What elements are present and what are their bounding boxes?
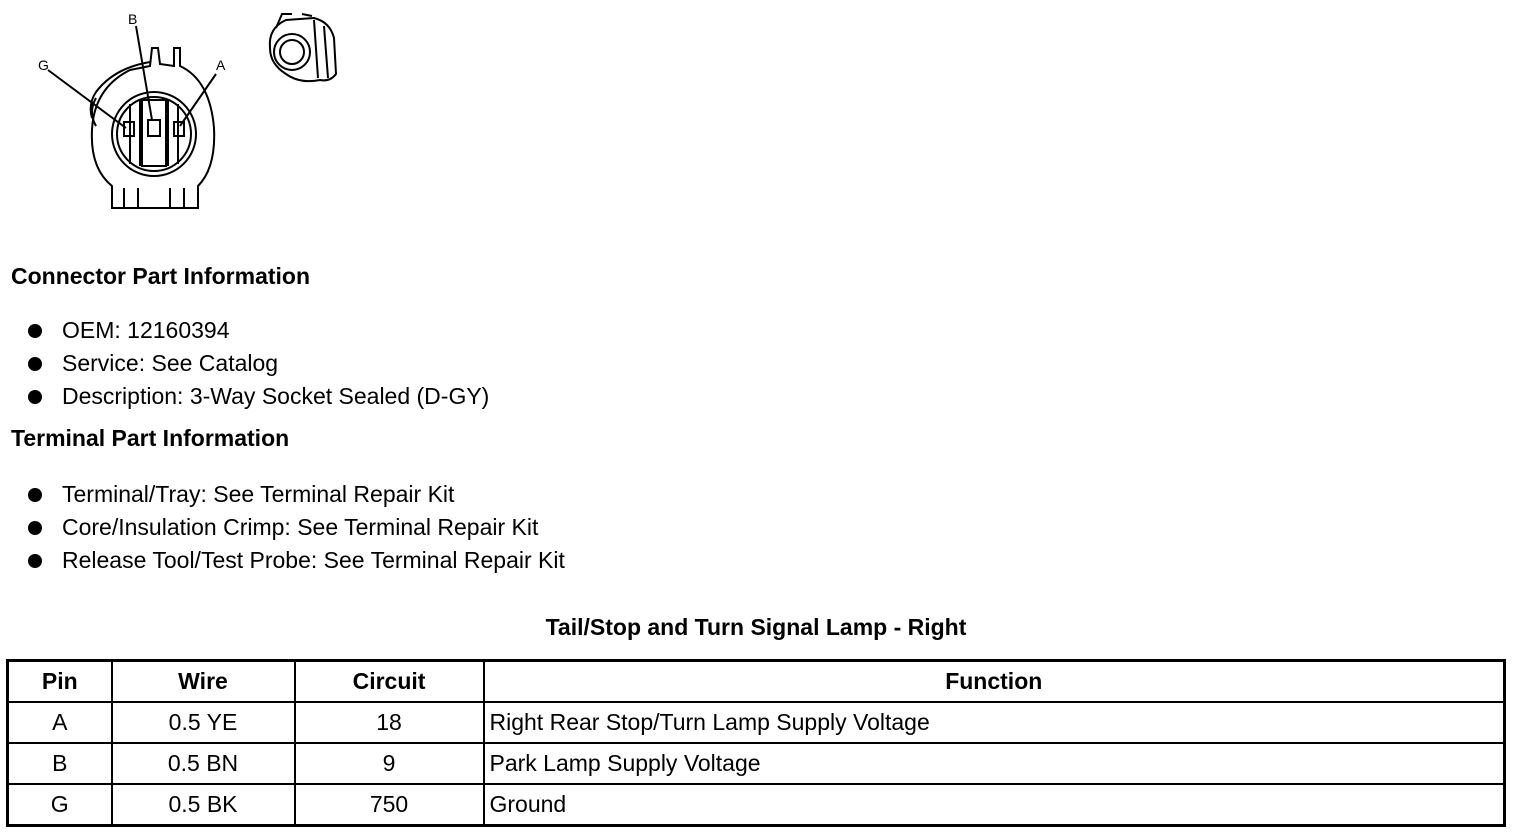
cell-pin: A — [8, 702, 112, 743]
header-circuit: Circuit — [295, 661, 484, 703]
terminal-crimp: Core/Insulation Crimp: See Terminal Repair Kit — [62, 514, 539, 540]
list-item — [28, 347, 489, 380]
cell-pin: B — [8, 743, 112, 784]
bullet-icon — [28, 324, 42, 338]
terminal-tray: Terminal/Tray: See Terminal Repair Kit — [62, 481, 455, 507]
cell-wire: 0.5 YE — [112, 702, 295, 743]
list-item — [28, 314, 489, 347]
terminal-info-list — [28, 478, 565, 577]
pin-label-a: A — [216, 57, 226, 73]
table-row — [8, 784, 1505, 826]
header-wire: Wire — [112, 661, 295, 703]
terminal-release-tool: Release Tool/Test Probe: See Terminal Repair Kit — [62, 547, 565, 573]
cell-circuit: 750 — [295, 784, 484, 826]
header-pin: Pin — [8, 661, 112, 703]
cell-wire: 0.5 BK — [112, 784, 295, 826]
pin-label-g: G — [38, 57, 49, 73]
cell-pin: G — [8, 784, 112, 826]
bullet-icon — [28, 488, 42, 502]
connector-description: Description: 3-Way Socket Sealed (D-GY) — [62, 383, 490, 409]
cell-function: Ground — [484, 784, 1505, 826]
cell-wire: 0.5 BN — [112, 743, 295, 784]
table-header-row — [8, 661, 1505, 703]
connector-diagram — [30, 8, 350, 223]
bullet-icon — [28, 357, 42, 371]
bullet-icon — [28, 390, 42, 404]
cell-function: Park Lamp Supply Voltage — [484, 743, 1505, 784]
connector-info-heading: Connector Part Information — [11, 263, 311, 289]
pin-table — [6, 659, 1506, 827]
header-function: Function — [484, 661, 1505, 703]
terminal-info-heading: Terminal Part Information — [11, 425, 290, 451]
cell-circuit: 9 — [295, 743, 484, 784]
pin-label-b: B — [128, 11, 138, 27]
list-item — [28, 380, 489, 413]
table-row — [8, 702, 1505, 743]
connector-info-list — [28, 314, 489, 413]
cell-function: Right Rear Stop/Turn Lamp Supply Voltage — [484, 702, 1505, 743]
connector-face-drawing — [30, 8, 350, 218]
table-row — [8, 743, 1505, 784]
connector-service: Service: See Catalog — [62, 350, 279, 376]
list-item — [28, 478, 565, 511]
cell-circuit: 18 — [295, 702, 484, 743]
connector-oem: OEM: 12160394 — [62, 317, 230, 343]
list-item — [28, 511, 565, 544]
bullet-icon — [28, 554, 42, 568]
list-item — [28, 544, 565, 577]
pin-table-title: Tail/Stop and Turn Signal Lamp - Right — [545, 614, 967, 640]
bullet-icon — [28, 521, 42, 535]
